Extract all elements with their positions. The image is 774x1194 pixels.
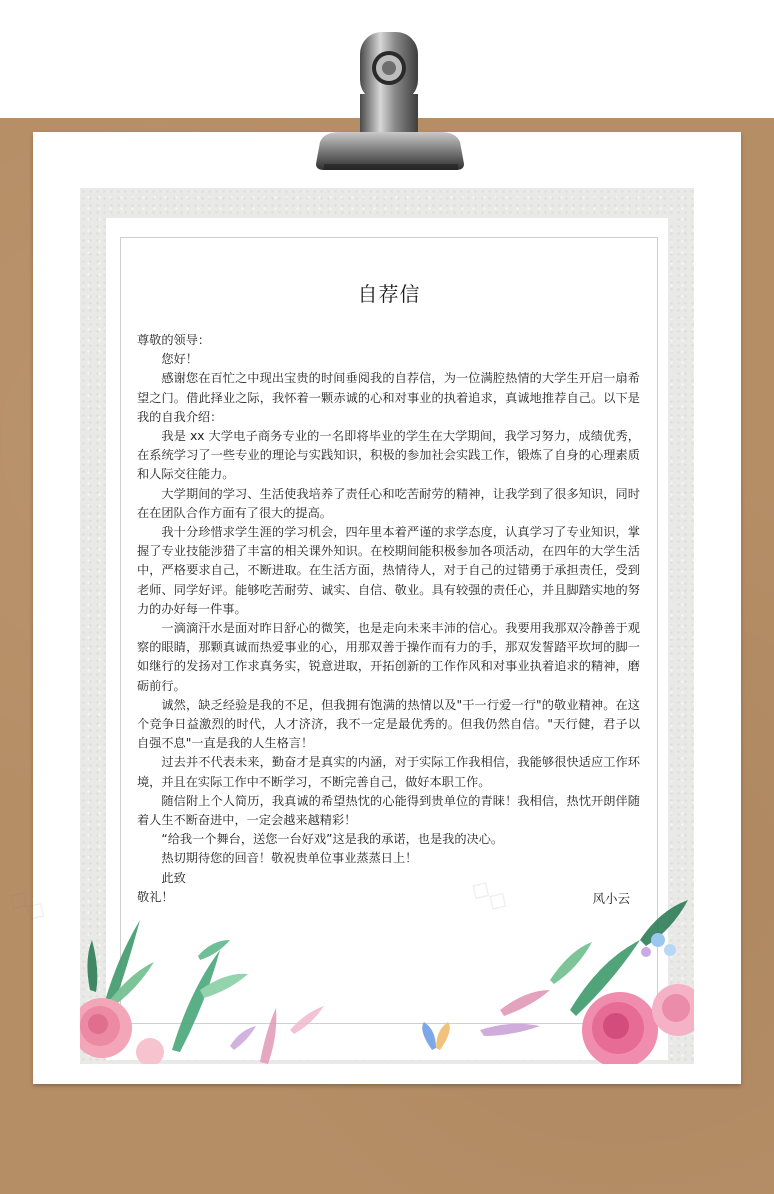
closing-line: 敬礼！ — [137, 889, 174, 904]
greeting: 您好！ — [161, 352, 198, 367]
salutation: 尊敬的领导： — [137, 333, 211, 347]
paragraph: 过去并不代表未来，勤奋才是真实的内涵，对于实际工作我相信，我能够很快适应工作环境，并且在实际工作中不断学习，不断完善自己，做好本职工作。 — [137, 755, 640, 789]
letter-body — [137, 331, 640, 907]
paragraph: 大学期间的学习、生活使我培养了责任心和吃苦耐劳的精神，让我学到了很多知识，同时在在团队合作方面有了很大的提高。 — [137, 486, 640, 520]
binder-clip-icon — [300, 24, 480, 176]
watermark: ◇◇ — [465, 871, 515, 919]
butterfly-icon — [422, 1022, 450, 1050]
leaf-icon — [230, 1006, 324, 1064]
paragraph: 我是 xx 大学电子商务专业的一名即将毕业的学生在大学期间，我学习努力，成绩优秀，在系统学习了一些专业的理论与实践知识，积极的参加社会实践工作，锻炼了自身的心理素质和人际交往能力。 — [137, 429, 640, 482]
paragraph: 感谢您在百忙之中现出宝贵的时间垂阅我的自荐信，为一位满腔热情的大学生开启一扇希望之门。借此择业之际，我怀着一颗赤诚的心和对事业的执着追求，真诚地推荐自己。以下是我的自我介绍： — [137, 371, 640, 424]
rose-icon — [80, 998, 164, 1064]
letter-title: 自荐信 — [357, 282, 421, 306]
watermark: ◇◇ — [3, 881, 53, 929]
paragraph: 随信附上个人简历，我真诚的希望热忱的心能得到贵单位的青睐！我相信，热忱开朗伴随着人生不断奋进中，一定会越来越精彩！ — [137, 793, 640, 828]
paragraph: 一滴滴汗水是面对昨日舒心的微笑，也是走向未来丰沛的信心。我要用我那双冷静善于观察的眼睛，那颗真诚而热爱事业的心，用那双善于操作而有力的手，那双发誓踏平坎坷的脚一如继行的发扬对工作求真务实，锐意进取，开拓创新的工作作风和对事业执着追求的精神，磨砺前行。 — [137, 621, 640, 693]
paragraph: 热切期待您的回音！敬祝贵单位事业蒸蒸日上！ — [161, 851, 418, 866]
floral-decoration — [80, 880, 694, 1064]
paragraph: 诚然，缺乏经验是我的不足，但我拥有饱满的热情以及"干一行爱一行"的敬业精神。在这个竞争日益激烈的时代，人才济济，我不一定是最优秀的。但我仍然自信。"天行健，君子以自强不息"一直是我的人生格言！ — [137, 697, 640, 751]
paragraph: 我十分珍惜求学生涯的学习机会，四年里本着严谨的求学态度，认真学习了专业知识，掌握了专业技能涉猎了丰富的相关课外知识。在校期间能积极参加各项活动，在四年的大学生活中，严格要求自己，不断进取。在生活方面，热情待人，对于自己的过错勇于承担责任，受到老师、同学好评。能够吃苦耐劳、诚实、自信、敬业。具有较强的责任心，并且脚踏实地的努力的办好每一件事。 — [137, 525, 640, 616]
closing-line: 此致 — [161, 870, 186, 885]
paragraph: “给我一个舞台，送您一台好戏”这是我的承诺，也是我的决心。 — [161, 832, 504, 847]
rose-icon — [582, 984, 694, 1064]
signature: 风小云 — [592, 891, 630, 906]
